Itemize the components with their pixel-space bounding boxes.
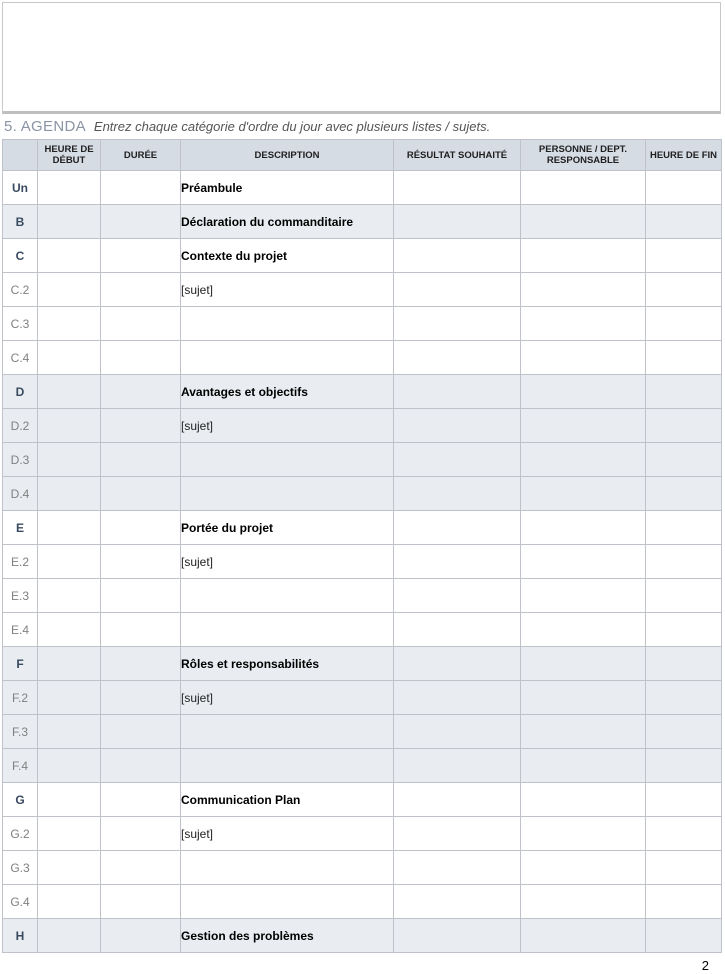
start-time-cell[interactable] (38, 579, 101, 613)
row-code: D (3, 375, 38, 409)
responsible-cell[interactable] (521, 171, 646, 205)
table-row (3, 341, 722, 375)
start-time-cell[interactable] (38, 443, 101, 477)
start-time-cell[interactable] (38, 341, 101, 375)
start-time-cell[interactable] (38, 783, 101, 817)
start-time-cell[interactable] (38, 239, 101, 273)
responsible-cell[interactable] (521, 715, 646, 749)
end-time-cell[interactable] (646, 409, 722, 443)
start-time-cell[interactable] (38, 477, 101, 511)
end-time-cell[interactable] (646, 885, 722, 919)
outcome-cell[interactable] (394, 511, 521, 545)
duration-cell[interactable] (101, 715, 181, 749)
table-row (3, 647, 722, 681)
duration-cell[interactable] (101, 919, 181, 953)
description-cell[interactable]: Gestion des problèmes (181, 919, 394, 953)
outcome-cell[interactable] (394, 477, 521, 511)
responsible-cell[interactable] (521, 443, 646, 477)
row-code: D.2 (3, 409, 38, 443)
description-cell[interactable]: [sujet] (181, 409, 394, 443)
row-code: E.4 (3, 613, 38, 647)
row-code: F.3 (3, 715, 38, 749)
description-cell[interactable] (181, 715, 394, 749)
row-code: F.2 (3, 681, 38, 715)
description-cell[interactable] (181, 885, 394, 919)
start-time-cell[interactable] (38, 511, 101, 545)
responsible-cell[interactable] (521, 613, 646, 647)
outcome-cell[interactable] (394, 919, 521, 953)
duration-cell[interactable] (101, 239, 181, 273)
end-time-cell[interactable] (646, 851, 722, 885)
description-cell[interactable]: [sujet] (181, 817, 394, 851)
row-code: E.3 (3, 579, 38, 613)
duration-cell[interactable] (101, 885, 181, 919)
end-time-cell[interactable] (646, 545, 722, 579)
row-code: F.4 (3, 749, 38, 783)
section-instruction: Entrez chaque catégorie d'ordre du jour avec plusieurs listes / sujets. (93, 119, 491, 134)
outcome-cell[interactable] (394, 273, 521, 307)
row-code: G.3 (3, 851, 38, 885)
duration-cell[interactable] (101, 613, 181, 647)
responsible-cell[interactable] (521, 307, 646, 341)
outcome-cell[interactable] (394, 205, 521, 239)
start-time-cell[interactable] (38, 647, 101, 681)
row-code: E.2 (3, 545, 38, 579)
description-cell[interactable] (181, 443, 394, 477)
outcome-cell[interactable] (394, 579, 521, 613)
row-code: H (3, 919, 38, 953)
duration-cell[interactable] (101, 783, 181, 817)
start-time-cell[interactable] (38, 749, 101, 783)
row-code: Un (3, 171, 38, 205)
end-time-cell[interactable] (646, 647, 722, 681)
end-time-cell[interactable] (646, 239, 722, 273)
end-time-cell[interactable] (646, 341, 722, 375)
row-code: D.4 (3, 477, 38, 511)
end-time-cell[interactable] (646, 579, 722, 613)
end-time-cell[interactable] (646, 715, 722, 749)
end-time-cell[interactable] (646, 443, 722, 477)
responsible-cell[interactable] (521, 885, 646, 919)
row-code: F (3, 647, 38, 681)
row-code: C (3, 239, 38, 273)
description-cell[interactable] (181, 749, 394, 783)
header-end-time: HEURE DE FIN (646, 140, 722, 171)
duration-cell[interactable] (101, 307, 181, 341)
header-start-time: HEURE DE DÉBUT (38, 140, 101, 171)
responsible-cell[interactable] (521, 783, 646, 817)
responsible-cell[interactable] (521, 919, 646, 953)
end-time-cell[interactable] (646, 783, 722, 817)
description-cell[interactable] (181, 477, 394, 511)
description-cell[interactable]: [sujet] (181, 273, 394, 307)
description-cell[interactable] (181, 341, 394, 375)
outcome-cell[interactable] (394, 375, 521, 409)
outcome-cell[interactable] (394, 885, 521, 919)
table-row (3, 919, 722, 953)
description-cell[interactable]: Préambule (181, 171, 394, 205)
row-code: B (3, 205, 38, 239)
start-time-cell[interactable] (38, 375, 101, 409)
start-time-cell[interactable] (38, 681, 101, 715)
duration-cell[interactable] (101, 477, 181, 511)
start-time-cell[interactable] (38, 409, 101, 443)
table-row (3, 409, 722, 443)
end-time-cell[interactable] (646, 511, 722, 545)
responsible-cell[interactable] (521, 851, 646, 885)
duration-cell[interactable] (101, 375, 181, 409)
start-time-cell[interactable] (38, 307, 101, 341)
outcome-cell[interactable] (394, 681, 521, 715)
page-number: 2 (701, 958, 709, 973)
table-header-row (3, 140, 722, 171)
outcome-cell[interactable] (394, 239, 521, 273)
table-row (3, 885, 722, 919)
start-time-cell[interactable] (38, 273, 101, 307)
responsible-cell[interactable] (521, 341, 646, 375)
row-code: G (3, 783, 38, 817)
duration-cell[interactable] (101, 341, 181, 375)
responsible-cell[interactable] (521, 817, 646, 851)
responsible-cell[interactable] (521, 511, 646, 545)
description-cell[interactable]: Déclaration du commanditaire (181, 205, 394, 239)
description-cell[interactable]: Avantages et objectifs (181, 375, 394, 409)
end-time-cell[interactable] (646, 749, 722, 783)
duration-cell[interactable] (101, 171, 181, 205)
table-row (3, 715, 722, 749)
table-row (3, 613, 722, 647)
responsible-cell[interactable] (521, 579, 646, 613)
start-time-cell[interactable] (38, 715, 101, 749)
duration-cell[interactable] (101, 205, 181, 239)
row-code: C.4 (3, 341, 38, 375)
outcome-cell[interactable] (394, 545, 521, 579)
table-row (3, 307, 722, 341)
start-time-cell[interactable] (38, 205, 101, 239)
header-blank-area (2, 2, 721, 114)
table-row (3, 681, 722, 715)
outcome-cell[interactable] (394, 817, 521, 851)
table-row (3, 375, 722, 409)
end-time-cell[interactable] (646, 681, 722, 715)
end-time-cell[interactable] (646, 375, 722, 409)
responsible-cell[interactable] (521, 647, 646, 681)
outcome-cell[interactable] (394, 171, 521, 205)
outcome-cell[interactable] (394, 715, 521, 749)
end-time-cell[interactable] (646, 171, 722, 205)
duration-cell[interactable] (101, 273, 181, 307)
end-time-cell[interactable] (646, 817, 722, 851)
outcome-cell[interactable] (394, 613, 521, 647)
duration-cell[interactable] (101, 409, 181, 443)
end-time-cell[interactable] (646, 307, 722, 341)
description-cell[interactable] (181, 851, 394, 885)
responsible-cell[interactable] (521, 477, 646, 511)
agenda-table (2, 139, 722, 953)
end-time-cell[interactable] (646, 477, 722, 511)
description-cell[interactable] (181, 613, 394, 647)
end-time-cell[interactable] (646, 919, 722, 953)
duration-cell[interactable] (101, 443, 181, 477)
agenda-body (3, 171, 722, 953)
outcome-cell[interactable] (394, 647, 521, 681)
outcome-cell[interactable] (394, 443, 521, 477)
description-cell[interactable]: Contexte du projet (181, 239, 394, 273)
table-row (3, 239, 722, 273)
start-time-cell[interactable] (38, 613, 101, 647)
table-row (3, 749, 722, 783)
table-row (3, 851, 722, 885)
outcome-cell[interactable] (394, 851, 521, 885)
duration-cell[interactable] (101, 647, 181, 681)
description-cell[interactable] (181, 307, 394, 341)
responsible-cell[interactable] (521, 273, 646, 307)
start-time-cell[interactable] (38, 817, 101, 851)
start-time-cell[interactable] (38, 545, 101, 579)
header-responsible: PERSONNE / DEPT. RESPONSABLE (521, 140, 646, 171)
description-cell[interactable]: [sujet] (181, 545, 394, 579)
responsible-cell[interactable] (521, 681, 646, 715)
table-row (3, 477, 722, 511)
header-description: DESCRIPTION (181, 140, 394, 171)
end-time-cell[interactable] (646, 205, 722, 239)
end-time-cell[interactable] (646, 613, 722, 647)
row-code: C.3 (3, 307, 38, 341)
description-cell[interactable]: Portée du projet (181, 511, 394, 545)
row-code: C.2 (3, 273, 38, 307)
start-time-cell[interactable] (38, 171, 101, 205)
responsible-cell[interactable] (521, 205, 646, 239)
table-row (3, 205, 722, 239)
responsible-cell[interactable] (521, 409, 646, 443)
table-row (3, 171, 722, 205)
outcome-cell[interactable] (394, 783, 521, 817)
duration-cell[interactable] (101, 749, 181, 783)
header-duration: DURÉE (101, 140, 181, 171)
row-code: G.4 (3, 885, 38, 919)
outcome-cell[interactable] (394, 341, 521, 375)
section-number: 5. AGENDA (4, 118, 86, 135)
duration-cell[interactable] (101, 545, 181, 579)
table-row (3, 783, 722, 817)
duration-cell[interactable] (101, 681, 181, 715)
responsible-cell[interactable] (521, 545, 646, 579)
section-heading (4, 118, 490, 138)
start-time-cell[interactable] (38, 885, 101, 919)
start-time-cell[interactable] (38, 851, 101, 885)
duration-cell[interactable] (101, 579, 181, 613)
end-time-cell[interactable] (646, 273, 722, 307)
duration-cell[interactable] (101, 817, 181, 851)
responsible-cell[interactable] (521, 375, 646, 409)
table-row (3, 579, 722, 613)
row-code: E (3, 511, 38, 545)
header-desired-outcome: RÉSULTAT SOUHAITÉ (394, 140, 521, 171)
table-row (3, 443, 722, 477)
description-cell[interactable]: [sujet] (181, 681, 394, 715)
header-code (3, 140, 38, 171)
responsible-cell[interactable] (521, 749, 646, 783)
table-row (3, 511, 722, 545)
row-code: G.2 (3, 817, 38, 851)
description-cell[interactable]: Communication Plan (181, 783, 394, 817)
outcome-cell[interactable] (394, 749, 521, 783)
table-row (3, 817, 722, 851)
outcome-cell[interactable] (394, 409, 521, 443)
duration-cell[interactable] (101, 511, 181, 545)
responsible-cell[interactable] (521, 239, 646, 273)
table-row (3, 273, 722, 307)
row-code: D.3 (3, 443, 38, 477)
start-time-cell[interactable] (38, 919, 101, 953)
duration-cell[interactable] (101, 851, 181, 885)
description-cell[interactable]: Rôles et responsabilités (181, 647, 394, 681)
description-cell[interactable] (181, 579, 394, 613)
outcome-cell[interactable] (394, 307, 521, 341)
table-row (3, 545, 722, 579)
